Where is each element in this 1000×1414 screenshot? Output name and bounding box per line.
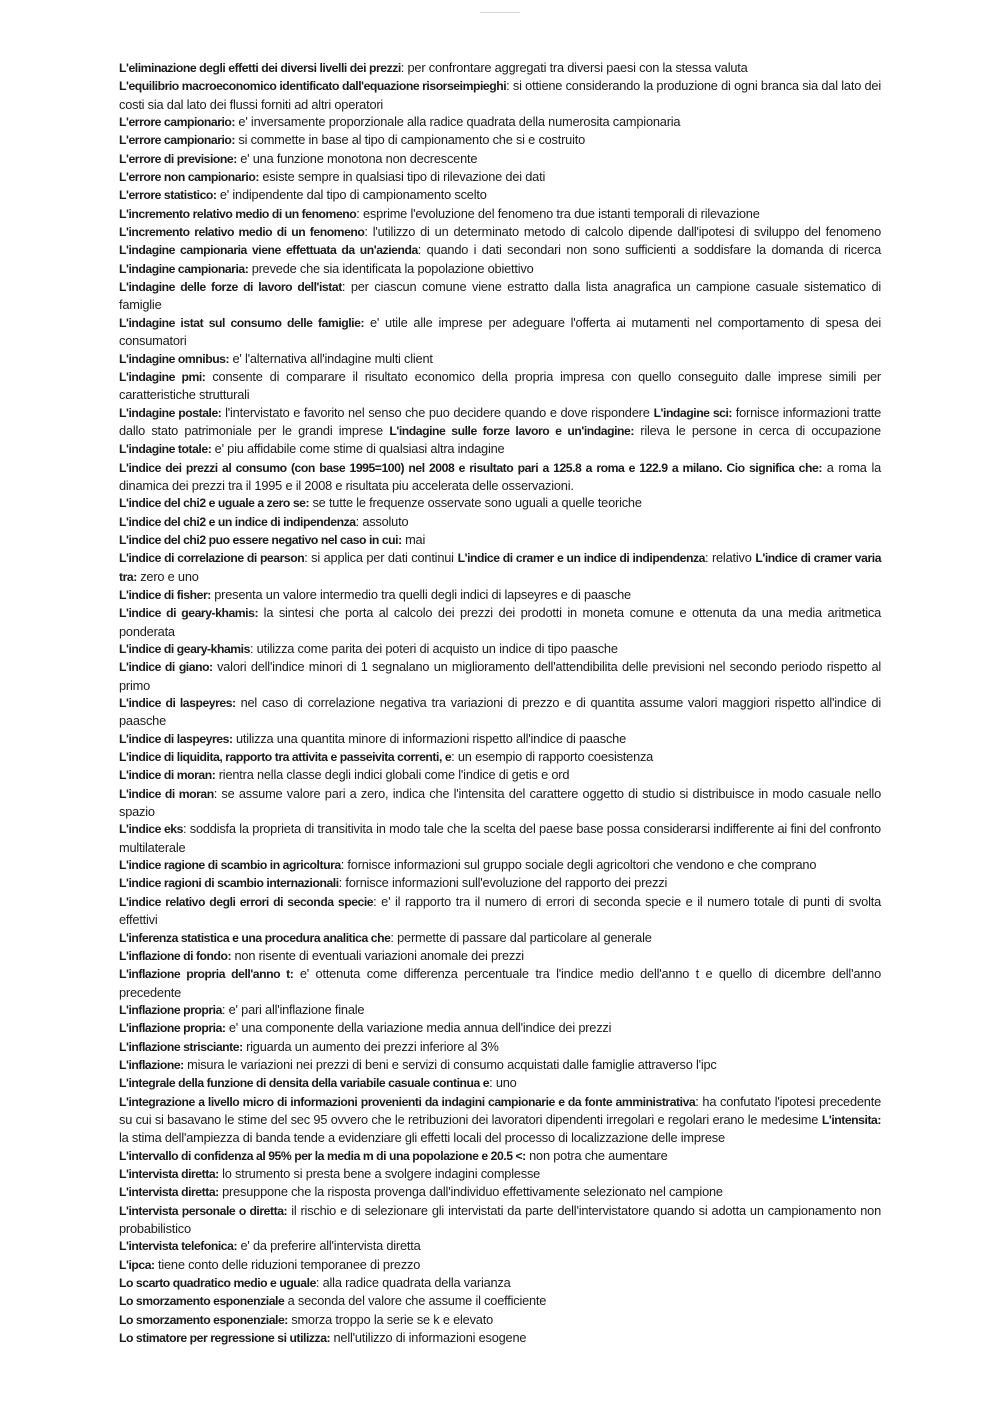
entry-separator: : (249, 641, 257, 656)
entry-term: L'indice di geary-khamis: (119, 606, 259, 621)
entry-term: L'indice di geary-khamis (119, 642, 250, 656)
glossary-entry (119, 658, 881, 694)
entry-term: L'intervista telefonica: (119, 1239, 238, 1254)
entry-definition: misura le variazioni nei prezzi di beni e servizi di consumo acquistati dalle famiglie attraverso l'ipc (187, 1056, 717, 1072)
entry-definition: per ciascun comune viene estratto dalla lista anagrafica un campione casuale sistematico di famiglie (119, 279, 882, 313)
entry-definition: non risente di eventuali variazioni anomale dei prezzi (234, 947, 524, 963)
entry-term: L'indice ragione di scambio in agricoltura (119, 858, 341, 873)
entry-definition: valori dell'indice minori di 1 segnalano un miglioramento dell'attendibilita delle previsioni nel secondo periodo rispetto al primo (119, 659, 882, 693)
entry-separator: : (213, 785, 222, 801)
entry-separator: : (364, 224, 373, 240)
glossary-entry (119, 168, 881, 186)
entry-definition: rientra nella classe degli indici globali come l'indice di getis e ord (218, 767, 570, 783)
entry-definition: se assume valore pari a zero, indica che l'intensita del carattere oggetto di studio si distribuisce in modo casuale nello spazio (119, 785, 881, 820)
glossary-entry (119, 1202, 881, 1238)
entry-separator: : (304, 550, 312, 566)
entry-term: L'integrale della funzione di densita della variabile casuale continua e (119, 1076, 490, 1091)
entry-term: L'indice di liquidita, rapporto tra attivita e passeivita correnti, e (119, 750, 452, 765)
entry-term: L'eliminazione degli effetti dei diversi livelli dei prezzi (119, 61, 401, 75)
entry-definition: fornisce informazioni sul gruppo sociale degli agricoltori che vendono e che comprano (347, 857, 817, 873)
entry-term: L'equilibrio macroeconomico identificato dall'equazione risorseimpieghi (119, 79, 507, 94)
entry-term: L'errore campionario: (119, 133, 236, 148)
entry-term: L'inflazione propria dell'anno t: (119, 967, 294, 982)
entry-definition: uno (495, 1075, 517, 1091)
entry-definition: rileva le persone in cerca di occupazione (640, 422, 881, 438)
entry-separator: : (506, 78, 513, 94)
glossary-entry (119, 459, 881, 495)
glossary-entry (119, 820, 881, 856)
glossary-entry (119, 1274, 881, 1292)
entry-term: L'indice di laspeyres: (119, 731, 233, 746)
entry-term: L'indice di cramer varia tra: (119, 551, 882, 584)
entry-term: L'indagine campionaria viene effettuata da un'azienda (119, 243, 418, 258)
entry-definition: consente di comparare il risultato economico della propria impresa con quello conseguito dalle imprese simili per caratteristiche strutturali (119, 368, 881, 403)
glossary-entry (119, 947, 881, 965)
entry-separator: : (356, 205, 363, 221)
entry-definition: se tutte le frequenze osservate sono uguali a quelle teoriche (312, 495, 642, 511)
glossary-entry (119, 1019, 881, 1037)
entry-term: L'ipca: (119, 1257, 155, 1272)
entry-term: L'indagine sulle forze lavoro e un'indagine: (389, 423, 634, 438)
entry-term: L'indagine istat sul consumo delle famiglie: (119, 315, 365, 330)
entry-definition: quando i dati secondari non sono sufficienti a soddisfare la domanda di ricerca (426, 242, 881, 258)
entry-definition: smorza troppo la serie se k e elevato (291, 1311, 493, 1327)
entry-term: L'intervista personale o diretta: (119, 1203, 288, 1218)
glossary-entry (119, 766, 881, 784)
page-header-mark (480, 2, 520, 7)
entry-term: L'inflazione propria (119, 1002, 222, 1017)
glossary-entry (119, 205, 881, 223)
glossary-entry (119, 1147, 881, 1165)
entry-definition: e' il rapporto tra il numero di errori di seconda specie e il numero totale di punti di svolta effettivi (119, 893, 881, 928)
glossary-entry (119, 965, 881, 1001)
entry-separator: : (373, 893, 382, 909)
entry-definition: si commette in base al tipo di campionamento che si e costruito (238, 132, 586, 148)
entry-term: Lo scarto quadratico medio e uguale (119, 1276, 316, 1291)
entry-term: L'intervista diretta: (119, 1166, 219, 1181)
glossary-entry (119, 730, 881, 748)
glossary-entry (119, 640, 881, 658)
entry-definition: la stima dell'ampiezza di banda tende a evidenziare gli effetti locali del processo di localizzazione delle imprese (119, 1130, 725, 1146)
entry-separator: : (355, 513, 363, 529)
entry-term: L'incremento relativo medio di un fenomeno (119, 206, 357, 221)
glossary-entry (119, 113, 881, 131)
entry-definition: fornisce informazioni sull'evoluzione del rapporto dei prezzi (345, 875, 668, 891)
entry-term: L'indice di giano: (119, 660, 213, 675)
glossary-entry (119, 314, 881, 350)
entry-term: L'errore campionario: (119, 115, 236, 130)
entry-definition: permette di passare dal particolare al generale (397, 929, 652, 945)
entry-term: L'intensita: (821, 1112, 881, 1127)
entry-term: L'indice di moran: (119, 768, 216, 783)
entry-definition: riguarda un aumento dei prezzi inferiore al 3% (246, 1038, 499, 1054)
entry-definition: e' pari all'inflazione finale (228, 1001, 365, 1017)
entry-definition: a seconda del valore che assume il coefficiente (287, 1293, 547, 1309)
entry-definition: nell'utilizzo di informazioni esogene (333, 1330, 527, 1346)
entry-definition: a roma la dinamica dei prezzi tra il 1995 e il 2008 e risultata piu accelerata delle osservazioni. (119, 459, 882, 493)
glossary-entry (119, 1001, 881, 1019)
glossary-entry (119, 929, 881, 947)
glossary-entry (119, 131, 881, 149)
entry-term: L'indice del chi2 e un indice di indipendenza (119, 514, 356, 529)
entry-definition: e' l'alternativa all'indagine multi client (232, 350, 433, 366)
entry-separator: : (340, 857, 348, 873)
entry-separator: : (390, 929, 398, 945)
entry-definition: relativo (711, 550, 752, 566)
entry-term: L'incremento relativo medio di un fenomeno (119, 225, 365, 240)
entry-term: L'indagine totale: (119, 442, 212, 457)
entry-definition: assoluto (362, 513, 409, 529)
entry-term: L'indice del chi2 puo essere negativo nel caso in cui: (119, 532, 402, 547)
entry-definition: presenta un valore intermedio tra quelli degli indici di lapseyres e di paasche (214, 586, 631, 602)
glossary-entry (119, 1292, 881, 1310)
entry-term: L'inflazione: (119, 1057, 184, 1072)
glossary-entry (119, 1056, 881, 1074)
entry-term: L'errore di previsione: (119, 151, 237, 166)
glossary-entry (119, 874, 881, 892)
entry-term: L'inflazione strisciante: (119, 1039, 243, 1054)
entry-term: L'indice di fisher: (119, 587, 211, 602)
entry-definition: e' da preferire all'intervista diretta (240, 1238, 421, 1254)
glossary-entry (119, 150, 881, 168)
glossary-entry (119, 350, 881, 368)
entry-term: L'errore non campionario: (119, 170, 259, 185)
entry-definition: la sintesi che porta al calcolo dei prezzi dei prodotti in moneta comune e ottenuta da una media aritmetica ponderata (119, 605, 882, 639)
entry-term: Lo smorzamento esponenziale: (119, 1312, 288, 1327)
entry-definition: esiste sempre in qualsiasi tipo di rilevazione dei dati (262, 169, 546, 185)
entry-term: L'errore statistico: (119, 188, 217, 203)
entry-term: Lo stimatore per regressione si utilizza: (119, 1331, 331, 1346)
entry-definition: zero e uno (140, 568, 199, 584)
entry-definition: tiene conto delle riduzioni temporanee di prezzo (158, 1256, 421, 1272)
entry-separator: : (182, 821, 190, 837)
entry-separator: : (489, 1075, 496, 1091)
entry-definition: presuppone che la risposta provenga dall'individuo effettivamente selezionato nel campione (222, 1184, 723, 1200)
entry-definition: e' una funzione monotona non decrescente (240, 150, 478, 166)
entry-definition: il rischio e di selezionare gli intervistati da parte dell'intervistatore quando si adotta un campionamento non probabilistico (119, 1202, 882, 1236)
entry-definition: utilizza una quantita minore di informazioni rispetto all'indice di paasche (235, 730, 626, 746)
entry-separator: : (451, 749, 458, 765)
glossary-entry (119, 748, 881, 766)
entry-definition: e' ottenuta come differenza percentuale tra l'indice medio dell'anno t e quello di dicembre dell'anno precedente (119, 966, 881, 1000)
glossary-entry (119, 586, 881, 604)
document-page (119, 59, 881, 1347)
glossary-entry (119, 1311, 881, 1329)
entry-term: L'indagine sci: (653, 405, 733, 420)
entry-definition: esprime l'evoluzione del fenomeno tra due istanti temporali di rilevazione (362, 205, 760, 221)
glossary-entry (119, 1038, 881, 1056)
glossary-entry (119, 856, 881, 874)
entry-definition: fornisce informazioni tratte dallo stato patrimoniale per le grandi imprese (119, 404, 882, 438)
entry-definition: nel caso di correlazione negativa tra variazioni di prezzo e di quantita assume valori maggiori rispetto all'indice di paasche (119, 695, 881, 729)
glossary-entry (119, 785, 881, 821)
entry-separator: : (400, 60, 408, 75)
entry-term: L'indagine postale: (119, 405, 222, 420)
entry-definition: si ottiene considerando la produzione di ogni branca sia dal lato dei costi sia dal lato dei flussi forniti ad altri operatori (119, 78, 881, 112)
entry-separator: : (221, 1001, 229, 1017)
entry-term: L'indice ragioni di scambio internazionali (119, 876, 339, 891)
entry-term: L'indice di moran (119, 786, 214, 801)
entry-definition: alla radice quadrata della varianza (322, 1275, 511, 1291)
glossary-entry (119, 494, 881, 512)
glossary-entry (119, 77, 881, 113)
entry-definition: l'utilizzo di un determinato metodo di calcolo dipende dall'ipotesi di sviluppo del fenomeno (372, 224, 881, 240)
entry-term: L'indagine pmi: (119, 369, 206, 384)
glossary-entry (119, 531, 881, 549)
entry-separator: : (695, 1093, 703, 1109)
entry-term: L'indagine omnibus: (119, 351, 230, 366)
glossary-entry (119, 59, 881, 77)
glossary-entry (119, 368, 881, 404)
entry-term: L'indice di correlazione di pearson (119, 551, 305, 566)
glossary-entry (119, 694, 881, 730)
glossary-entry (119, 278, 881, 314)
entry-term: L'intervallo di confidenza al 95% per la media m di una popolazione e 20.5 <: (119, 1148, 526, 1163)
entry-definition: non potra che aumentare (529, 1147, 668, 1163)
entry-definition: e' utile alle imprese per adeguare l'offerta ai mutamenti nel comportamento di spesa dei consumatori (119, 314, 881, 349)
glossary-entry (119, 1074, 881, 1092)
entry-definition: un esempio di rapporto coesistenza (457, 749, 654, 765)
entry-definition: lo strumento si presta bene a svolgere indagini complesse (222, 1165, 541, 1181)
glossary-entry (119, 404, 881, 459)
glossary-entry (119, 1165, 881, 1183)
glossary-entry (119, 893, 881, 929)
glossary-entry (119, 1256, 881, 1274)
entry-definition: si applica per dati continui (311, 550, 454, 566)
glossary-entry (119, 1093, 881, 1147)
entry-term: L'indice del chi2 e uguale a zero se: (119, 496, 310, 511)
entry-term: L'indice di laspeyres: (119, 696, 236, 711)
entry-definition: per confrontare aggregati tra diversi paesi con la stessa valuta (407, 60, 748, 75)
entry-definition: soddisfa la proprieta di transitivita in modo tale che la scelta del paese base possa considerarsi indifferente ai fini del confronto multilaterale (119, 821, 881, 855)
entry-separator: : (417, 242, 427, 258)
entry-separator: : (341, 279, 351, 295)
entry-definition: ha confutato l'ipotesi precedente su cui si basavano le stime del sec 95 ovvero che le retribuzioni dei lavoratori dipendenti irregolari e regolari erano le medesime (119, 1093, 881, 1127)
glossary-entry (119, 549, 881, 586)
entry-definition: e' una componente della variazione media annua dell'indice dei prezzi (228, 1020, 612, 1036)
entry-separator: : (704, 550, 712, 566)
glossary-entry (119, 604, 881, 640)
entry-term: L'inferenza statistica e una procedura analitica che (119, 930, 391, 945)
glossary-entry (119, 1237, 881, 1255)
glossary-entry (119, 223, 881, 278)
entry-term: L'indice dei prezzi al consumo (con base 1995=100) nel 2008 e risultato pari a 125.8 a roma e 122.9 a milano. Cio significa che: (119, 460, 822, 475)
glossary-entry (119, 186, 881, 204)
entry-term: L'intervista diretta: (119, 1185, 219, 1200)
entry-term: Lo smorzamento esponenziale (119, 1294, 285, 1309)
entry-term: L'indagine campionaria: (119, 261, 249, 276)
entry-definition: mai (405, 531, 426, 547)
entry-separator: : (315, 1275, 323, 1291)
entry-term: L'indice eks (119, 822, 183, 837)
glossary-entry (119, 1329, 881, 1347)
entry-definition: l'intervistato e favorito nel senso che puo decidere quando e dove rispondere (225, 404, 650, 420)
entry-term: L'indice di cramer e un indice di indipendenza (457, 551, 705, 566)
entry-term: L'inflazione di fondo: (119, 948, 232, 963)
entry-definition: e' indipendente dal tipo di campionamento scelto (219, 187, 487, 203)
entry-term: L'inflazione propria: (119, 1021, 226, 1036)
entry-term: L'indagine delle forze di lavoro dell'istat (119, 280, 342, 295)
entry-definition: utilizza come parita dei poteri di acquisto un indice di tipo paasche (256, 641, 618, 656)
entry-term: L'indice relativo degli errori di seconda specie (119, 894, 374, 909)
entry-term: L'integrazione a livello micro di informazioni provenienti da indagini campionarie e da fonte amministrativa (119, 1094, 696, 1109)
glossary-entry (119, 513, 881, 531)
entry-definition: e' inversamente proporzionale alla radice quadrata della numerosita campionaria (238, 114, 681, 130)
entry-separator: : (338, 875, 346, 891)
glossary-entry (119, 1183, 881, 1201)
entry-definition: prevede che sia identificata la popolazione obiettivo (251, 260, 534, 276)
entry-definition: e' piu affidabile come stime di qualsiasi altra indagine (214, 441, 505, 457)
